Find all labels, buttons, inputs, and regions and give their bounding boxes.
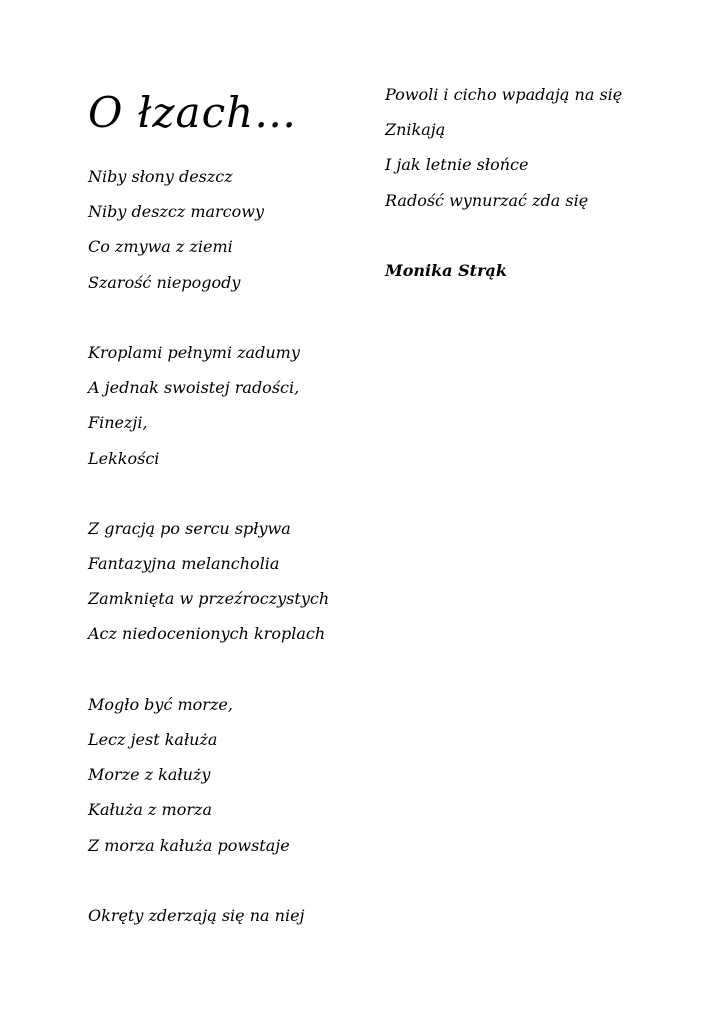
stanza-gap: [88, 307, 329, 342]
poem-line: A jednak swoistej radości,: [88, 378, 300, 398]
stanza: [88, 694, 329, 870]
poem-line: Mogło być morze,: [88, 694, 233, 714]
poem-line: Lecz jest kałuża: [88, 730, 218, 749]
poem-line: Niby słony deszcz: [88, 167, 233, 186]
poem-line: Znikają: [385, 120, 446, 140]
poem-line: Finezji,: [88, 413, 148, 433]
poem-line: Z morza kałuża powstaje: [88, 835, 290, 855]
poem-line: Co zmywa z ziemi: [88, 237, 233, 257]
poem-line: Szarość niepogody: [88, 272, 241, 292]
stanza: [88, 342, 329, 483]
stanza-gap: [88, 659, 329, 694]
stanza-gap: [88, 483, 329, 518]
poem-title: O łzach…: [88, 88, 298, 137]
poem-left-column: [88, 166, 329, 940]
poem-line: Radość wynurzać zda się: [385, 190, 589, 210]
stanza: [385, 84, 622, 225]
poem-line: I jak letnie słońce: [385, 155, 529, 175]
stanza: [88, 518, 329, 659]
poem-line: Z gracją po sercu spływa: [88, 518, 291, 538]
stanza-gap: [88, 870, 329, 905]
poem-line: Fantazyjna melancholia: [88, 554, 280, 574]
poem-line: Kałuża z morza: [88, 800, 212, 820]
poem-line: Morze z kałuży: [88, 765, 211, 785]
poem-right-column: [385, 84, 622, 282]
poem-line: Kroplami pełnymi zadumy: [88, 342, 300, 362]
poem-line: Okręty zderzają się na niej: [88, 905, 305, 925]
poem-line: Zamknięta w przeźroczystych: [88, 589, 330, 609]
poem-line: Lekkości: [88, 448, 160, 468]
stanza-gap: [385, 225, 622, 260]
poem-line: Acz niedocenionych kroplach: [88, 624, 326, 644]
poem-line: Powoli i cicho wpadają na się: [385, 85, 623, 104]
stanza: [88, 905, 329, 940]
author-name: Monika Strąk: [385, 260, 507, 280]
stanza: [88, 166, 329, 307]
poem-line: Niby deszcz marcowy: [88, 202, 264, 222]
